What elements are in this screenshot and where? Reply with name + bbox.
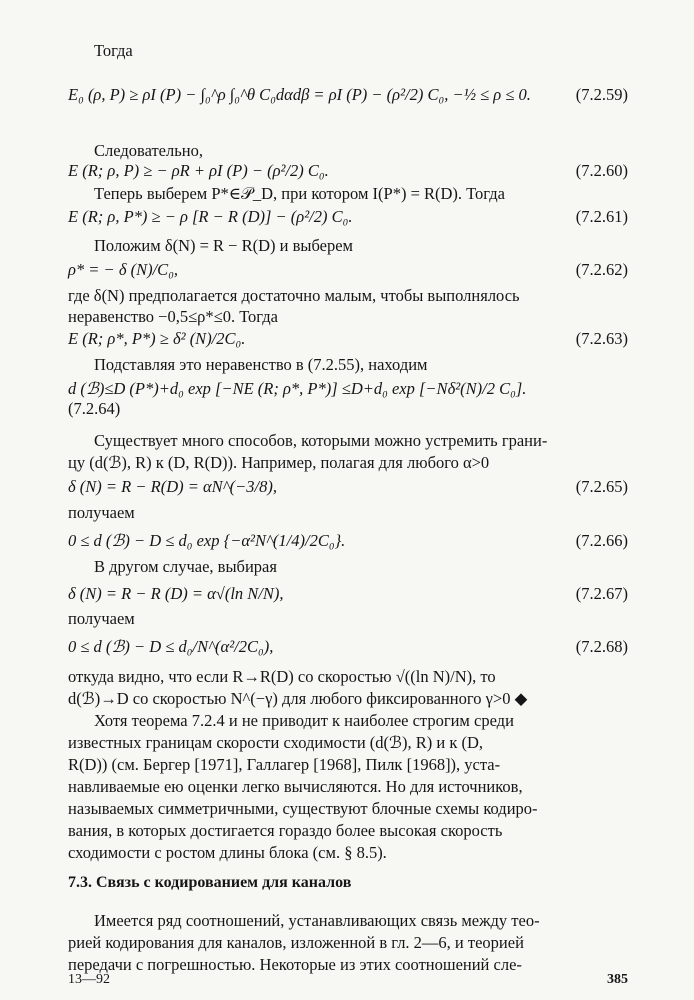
equation-7-2-59 — [68, 84, 628, 106]
equation-number: (7.2.59) — [575, 85, 628, 104]
equation-number: (7.2.61) — [575, 207, 628, 226]
text-line: вания, в которых достигается гораздо более высокая скорость — [68, 821, 503, 840]
equation-number: (7.2.63) — [575, 329, 628, 348]
text-line: цу (d(ℬ), R) к (D, R(D)). Например, полагая для любого α>0 — [68, 453, 490, 472]
text-line: передачи с погрешностью. Некоторые из этих соотношений сле- — [68, 955, 522, 974]
text-line: где δ(N) предполагается достаточно малым, чтобы выполнялось — [68, 286, 520, 305]
text-line: Имеется ряд соотношений, устанавливающих связь между тео- — [94, 911, 540, 930]
text-line: Следовательно, — [94, 141, 203, 160]
page-number: 385 — [607, 972, 628, 987]
equation-number: (7.2.68) — [575, 637, 628, 656]
text-line: R(D)) (см. Бергер [1971], Галлагер [1968], Пилк [1968]), уста- — [68, 755, 501, 774]
text-line: откуда видно, что если R→R(D) со скоростью √((ln N)/N), то — [68, 667, 496, 686]
printer-signature: 13—92 — [68, 972, 110, 987]
equation-number: (7.2.64) — [68, 399, 121, 418]
page — [68, 0, 628, 1000]
equation-7-2-60 — [68, 160, 628, 182]
text-line: навливаемые ею оценки легко вычисляются. Но для источников, — [68, 777, 523, 796]
text-line: Теперь выберем P*∈𝒫_D, при котором I(P*) = R(D). Тогда — [94, 184, 505, 203]
text-line: Существует много способов, которыми можно устремить грани- — [94, 431, 548, 450]
equation-body: δ (N) = R − R(D) = αN^(−3/8), — [68, 477, 277, 496]
text-line: известных границам скорости сходимости (d(ℬ), R) и к (D, — [68, 733, 484, 752]
equation-7-2-65 — [68, 476, 628, 498]
equation-7-2-62 — [68, 259, 628, 281]
text-line: В другом случае, выбирая — [94, 557, 277, 576]
text-line: получаем — [68, 503, 135, 522]
equation-number: (7.2.67) — [575, 584, 628, 603]
equation-body: ρ* = − δ (N)/C₀, — [68, 260, 179, 279]
section-heading: 7.3. Связь с кодированием для каналов — [68, 874, 352, 891]
text-line: получаем — [68, 609, 135, 628]
equation-body: E₀ (ρ, P) ≥ ρI (P) − ∫₀^ρ ∫₀^θ C₀dαdβ = ρI (P) − (ρ²/2) C₀, −½ ≤ ρ ≤ 0. — [68, 85, 531, 104]
equation-number: (7.2.66) — [575, 531, 628, 550]
equation-7-2-68 — [68, 636, 628, 658]
text-line: рией кодирования для каналов, изложенной в гл. 2—6, и теорией — [68, 933, 524, 952]
equation-number-line — [68, 398, 628, 420]
equation-body: 0 ≤ d (ℬ) − D ≤ d₀ exp {−α²N^(1/4)/2C₀}. — [68, 531, 346, 550]
text-line: Подставляя это неравенство в (7.2.55), находим — [94, 355, 428, 374]
equation-body: E (R; ρ, P*) ≥ − ρ [R − R (D)] − (ρ²/2) C₀. — [68, 207, 353, 226]
equation-body: d (ℬ)≤D (P*)+d₀ exp [−NE (R; ρ*, P*)] ≤D+d₀ exp [−Nδ²(N)/2 C₀]. — [68, 379, 527, 398]
text-line: сходимости с ростом длины блока (см. § 8.5). — [68, 843, 387, 862]
equation-7-2-64 — [68, 378, 628, 400]
equation-body: 0 ≤ d (ℬ) − D ≤ d₀/N^(α²/2C₀), — [68, 637, 274, 656]
equation-number: (7.2.62) — [575, 260, 628, 279]
equation-body: E (R; ρ, P) ≥ − ρR + ρI (P) − (ρ²/2) C₀. — [68, 161, 329, 180]
equation-body: δ (N) = R − R (D) = α√(ln N/N), — [68, 584, 284, 603]
equation-7-2-63 — [68, 328, 628, 350]
equation-7-2-67 — [68, 583, 628, 605]
equation-body: E (R; ρ*, P*) ≥ δ² (N)/2C₀. — [68, 329, 246, 348]
text-line: Положим δ(N) = R − R(D) и выберем — [94, 236, 353, 255]
text-line: называемых симметричными, существуют блочные схемы кодиро- — [68, 799, 538, 818]
text-line: d(ℬ)→D со скоростью N^(−γ) для любого фиксированного γ>0 ◆ — [68, 689, 528, 708]
equation-7-2-66 — [68, 530, 628, 552]
equation-7-2-61 — [68, 206, 628, 228]
text-line: Хотя теорема 7.2.4 и не приводит к наиболее строгим среди — [94, 711, 514, 730]
text-line: неравенство −0,5≤ρ*≤0. Тогда — [68, 307, 278, 326]
equation-number: (7.2.60) — [575, 161, 628, 180]
text-line: Тогда — [94, 41, 133, 60]
equation-number: (7.2.65) — [575, 477, 628, 496]
